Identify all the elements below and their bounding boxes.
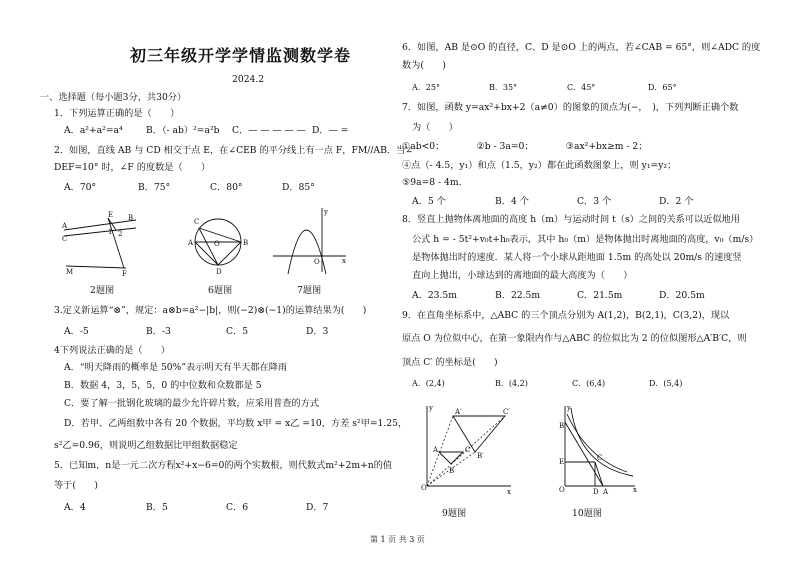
svg-text:F: F bbox=[122, 270, 127, 278]
q7-option-d: D．2 个 bbox=[659, 196, 694, 207]
q8-option-c: C．21.5m bbox=[577, 290, 623, 301]
figure-q9 bbox=[417, 402, 512, 494]
svg-text:A: A bbox=[62, 222, 68, 230]
svg-text:y: y bbox=[429, 404, 433, 412]
q1-option-a: A．a²+a²=a⁴ bbox=[64, 125, 123, 136]
q5-stem-line1: 5．已知m，n是一元二次方程x²+x−6=0的两个实数根，则代数式m²+2m+n的值 bbox=[54, 460, 393, 471]
svg-text:B: B bbox=[243, 239, 249, 247]
q5-stem-line2: 等于( ) bbox=[54, 480, 98, 491]
q8-option-d: D．20.5m bbox=[659, 290, 705, 301]
figure-q2-caption: 2题图 bbox=[90, 285, 115, 296]
svg-text:x: x bbox=[507, 488, 511, 496]
q6-option-d: D．65° bbox=[648, 83, 677, 92]
q6-option-c: C．45° bbox=[567, 83, 596, 92]
page-footer: 第 1 页 共 3 页 bbox=[370, 535, 425, 544]
q9-line2: 原点 O 为位似中心，在第一象限内作与△ABC 的位似比为 2 的位似图形△A′B′C，则 bbox=[402, 333, 747, 344]
q6-option-b: B．35° bbox=[489, 83, 518, 92]
q7-statement-1-3: ①ab<0； ②b - 3a=0； ③ax²+bx≥m - 2； bbox=[402, 141, 648, 152]
svg-text:y: y bbox=[567, 404, 571, 412]
figure-q10 bbox=[557, 404, 637, 494]
svg-text:x: x bbox=[342, 257, 346, 265]
svg-text:E: E bbox=[559, 458, 565, 466]
q8-line3: 是物体抛出时的速度．某人将一个小球从距地面 1.5m 的高处以 20m/s 的速度竖 bbox=[412, 252, 742, 263]
q6-stem-line2: 数为( ) bbox=[402, 60, 446, 71]
q7-statement-4: ④点（- 4.5，y₁）和点（1.5，y₂）都在此函数图象上，则 y₁=y₂； bbox=[402, 160, 677, 171]
q6-option-a: A．25° bbox=[412, 83, 440, 92]
q7-option-c: C．3 个 bbox=[577, 196, 612, 207]
q9-option-d: D．(5,4) bbox=[649, 379, 683, 388]
q4-option-a: A．“明天降雨的概率是 50%”表示明天有半天都在降雨 bbox=[64, 362, 288, 373]
q3-option-a: A．-5 bbox=[64, 326, 89, 337]
svg-text:C: C bbox=[194, 218, 200, 226]
q5-option-c: C．6 bbox=[226, 502, 249, 513]
q2-stem-line1: 2．如图，直线 AB 与 CD 相交于点 E，在∠CEB 的平分线上有一点 F，FM//AB．当∠ bbox=[54, 145, 413, 156]
svg-text:D: D bbox=[216, 268, 222, 276]
q5-option-b: B．5 bbox=[146, 502, 168, 513]
svg-text:A′: A′ bbox=[455, 408, 462, 416]
q1-option-b: B．（- ab）²=a²b bbox=[146, 125, 220, 136]
svg-text:2: 2 bbox=[118, 230, 123, 238]
q9-option-b: B．(4,2) bbox=[495, 379, 528, 388]
q2-option-d: D．85° bbox=[282, 182, 315, 193]
q4-option-d-line2: s²乙=0.96，则说明乙组数据比甲组数据稳定 bbox=[54, 440, 238, 451]
q8-option-b: B．22.5m bbox=[495, 290, 541, 301]
q1-option-c: C．— — — — — bbox=[232, 125, 306, 136]
figure-q9-caption: 9题图 bbox=[442, 508, 467, 519]
svg-text:A: A bbox=[188, 239, 194, 247]
q5-option-d: D．7 bbox=[306, 502, 329, 513]
svg-text:B′: B′ bbox=[477, 452, 484, 460]
q8-line2: 公式 h = - 5t²+v₀t+h₀表示，其中 h₀（m）是物体抛出时离地面的高度，v₀（m/s） bbox=[412, 234, 759, 245]
q3-option-b: B．-3 bbox=[146, 326, 171, 337]
svg-text:M: M bbox=[66, 268, 74, 276]
svg-text:B: B bbox=[128, 214, 134, 222]
figure-q10-caption: 10题图 bbox=[572, 508, 603, 519]
q7-option-b: B．4 个 bbox=[495, 196, 529, 207]
svg-text:A: A bbox=[603, 488, 609, 496]
q4-option-c: C．要了解一批钢化玻璃的最少允许碎片数，应采用普查的方式 bbox=[64, 398, 320, 409]
svg-text:C: C bbox=[597, 454, 603, 462]
svg-text:C′: C′ bbox=[503, 408, 510, 416]
svg-text:O: O bbox=[559, 486, 565, 494]
q9-line3: 顶点 C′ 的坐标是( ) bbox=[402, 357, 498, 368]
figure-q7-caption: 7题图 bbox=[297, 285, 322, 296]
q4-option-d-line1: D．若甲、乙两组数中各有 20 个数据，平均数 x甲 = x乙 =10，方差 s²甲=1.25， bbox=[64, 418, 408, 429]
q8-option-a: A．23.5m bbox=[412, 290, 457, 301]
exam-date: 2024.2 bbox=[232, 74, 265, 85]
q9-option-a: A．(2,4) bbox=[412, 379, 445, 388]
q2-stem-line2: DEF=10° 时，∠F 的度数是（ ） bbox=[54, 162, 211, 173]
svg-text:E: E bbox=[108, 211, 114, 219]
svg-text:B: B bbox=[559, 422, 565, 430]
svg-text:O: O bbox=[314, 258, 320, 266]
q2-option-c: C．80° bbox=[210, 182, 243, 193]
svg-text:D: D bbox=[593, 488, 599, 496]
svg-text:A: A bbox=[433, 446, 439, 454]
q5-option-a: A．4 bbox=[64, 502, 86, 513]
q6-stem-line1: 6．如图，AB 是⊙O 的直径，C、D 是⊙O 上的两点，若∠CAB = 65°，则∠ADC 的度 bbox=[402, 42, 761, 53]
q2-option-a: A．70° bbox=[64, 182, 97, 193]
q8-line1: 8．竖直上抛物体离地面的高度 h（m）与运动时间 t（s）之间的关系可以近似地用 bbox=[402, 214, 740, 225]
svg-text:O: O bbox=[421, 484, 427, 492]
svg-text:B: B bbox=[449, 467, 455, 475]
page-title: 初三年级开学学情监测数学卷 bbox=[130, 46, 352, 65]
q4-stem: 4下列说法正确的是（ ） bbox=[54, 345, 171, 356]
q3-stem: 3.定义新运算“⊗”，规定：a⊗b=a²−|b|，则(−2)⊗(−1)的运算结果为( ) bbox=[54, 305, 367, 316]
q7-stem-line2: 为（ ） bbox=[412, 122, 458, 133]
svg-text:x: x bbox=[633, 486, 637, 494]
q7-stem-line1: 7．如图，函数 y=ax²+bx+2（a≠0）的图象的顶点为(−， )，下列判断正确个数 bbox=[402, 102, 739, 113]
figure-q6-caption: 6题图 bbox=[208, 285, 233, 296]
q9-option-c: C．(6,4) bbox=[572, 379, 606, 388]
svg-text:y: y bbox=[324, 208, 328, 216]
q8-line4: 直向上抛出，小球达到的离地面的最大高度为（ ） bbox=[412, 270, 633, 281]
q2-option-b: B．75° bbox=[138, 182, 171, 193]
figure-q6 bbox=[188, 212, 258, 274]
q3-option-d: D．3 bbox=[306, 326, 329, 337]
q1-option-d: D．— = bbox=[312, 125, 349, 136]
svg-text:O: O bbox=[214, 240, 220, 248]
figure-q7 bbox=[268, 206, 348, 276]
q9-line1: 9．在直角坐标系中，△ABC 的三个顶点分别为 A(1,2)，B(2,1)，C(3,2)，现以 bbox=[402, 310, 730, 321]
svg-text:C: C bbox=[465, 446, 471, 454]
figure-q2 bbox=[60, 208, 140, 278]
section-heading: 一、选择题（每小题3分，共30分） bbox=[40, 92, 187, 103]
svg-text:C: C bbox=[62, 235, 68, 243]
q7-statement-5: ⑤9a=8 - 4m. bbox=[402, 177, 462, 188]
q1-stem: 1．下列运算正确的是（ ） bbox=[54, 108, 180, 119]
q4-option-b: B．数据 4，3，5，5，0 的中位数和众数都是 5 bbox=[64, 380, 262, 391]
q3-option-c: C．5 bbox=[226, 326, 249, 337]
svg-text:1: 1 bbox=[108, 228, 113, 236]
q7-option-a: A．5 个 bbox=[412, 196, 446, 207]
